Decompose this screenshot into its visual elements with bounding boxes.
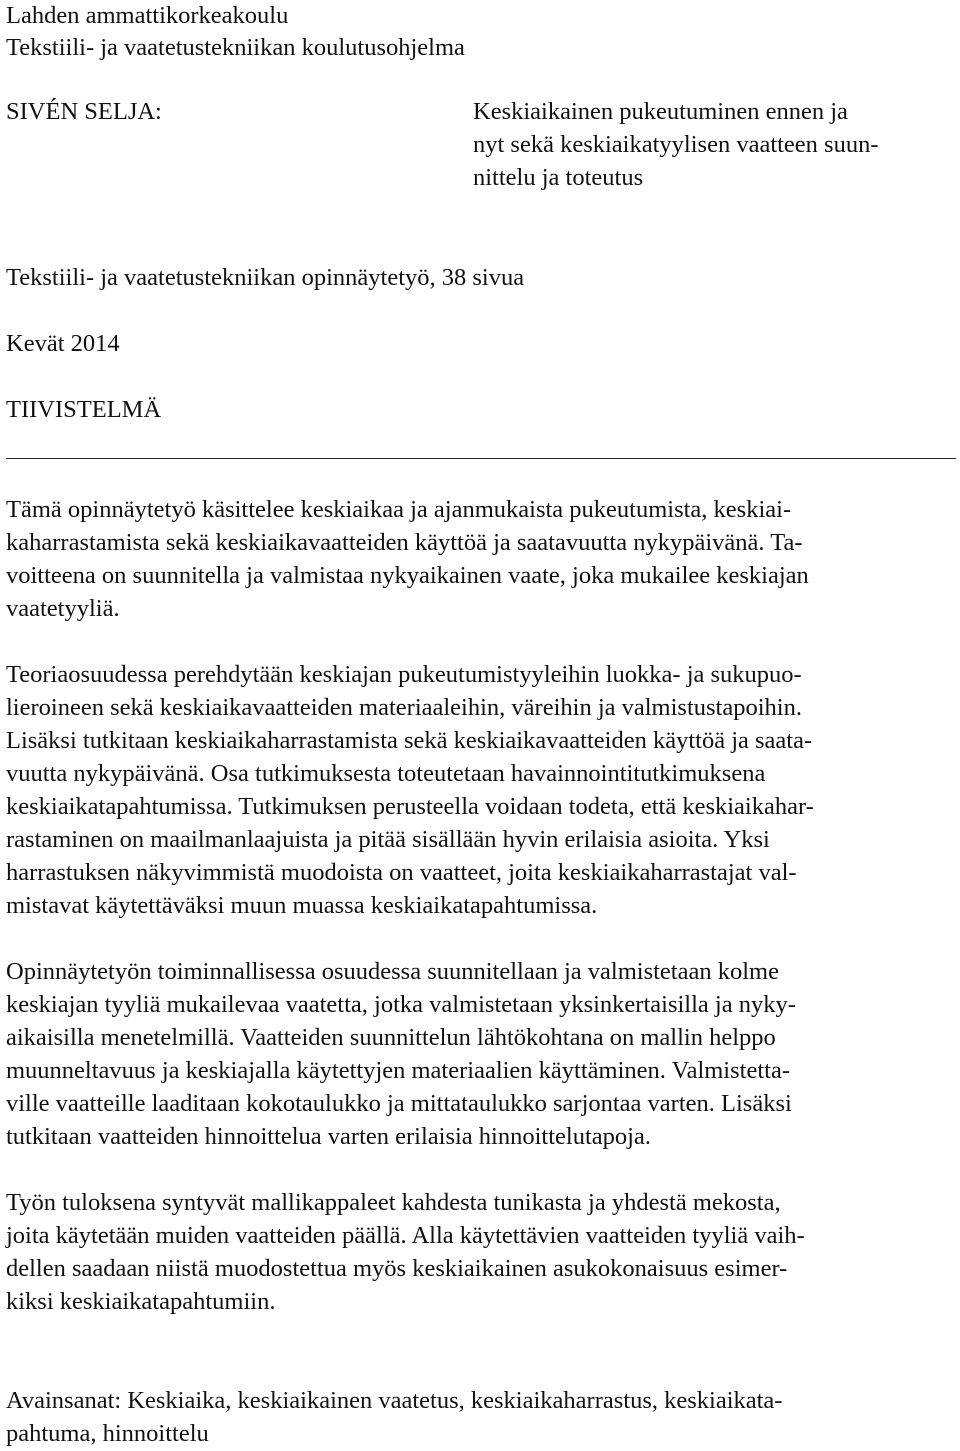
text-line: vuutta nykypäivänä. Osa tutkimuksesta toteutetaan havainnointitutkimuksena	[6, 760, 766, 787]
keywords	[6, 1384, 956, 1450]
text-line: muunneltavuus ja keskiajalla käytettyjen materiaalien käyttäminen. Valmistetta-	[6, 1057, 790, 1084]
text-line: Teoriaosuudessa perehdytään keskiajan pukeutumistyyleihin luokka- ja sukupuo-	[6, 661, 802, 688]
institution-name: Lahden ammattikorkeakoulu	[6, 2, 289, 29]
text-line: rastaminen on maailmanlaajuista ja pitää sisällään hyvin erilaisia asioita. Yksi	[6, 826, 770, 853]
text-line: pahtuma, hinnoittelu	[6, 1420, 209, 1447]
abstract-paragraph	[6, 955, 956, 1153]
text-line: Tämä opinnäytetyö käsittelee keskiaikaa ja ajanmukaista pukeutumista, keskiai-	[6, 496, 792, 523]
text-line: kaharrastamista sekä keskiaikavaatteiden käyttöä ja saatavuutta nykypäivänä. Ta-	[6, 529, 803, 556]
divider	[6, 458, 956, 459]
text-line: lieroineen sekä keskiaikavaatteiden materiaaleihin, väreihin ja valmistustapoihin.	[6, 694, 802, 721]
text-line: ville vaatteille laaditaan kokotaulukko ja mittataulukko sarjontaa varten. Lisäksi	[6, 1090, 792, 1117]
term: Kevät 2014	[6, 330, 120, 357]
text-line: joita käytetään muiden vaatteiden päällä. Alla käytettävien vaatteiden tyyliä vaih-	[6, 1222, 805, 1249]
text-line: Avainsanat: Keskiaika, keskiaikainen vaatetus, keskiaikaharrastus, keskiaikata-	[6, 1387, 783, 1414]
text-line: Opinnäytetyön toiminnallisessa osuudessa suunnitellaan ja valmistetaan kolme	[6, 958, 779, 985]
thesis-title-line: nittelu ja toteutus	[473, 164, 644, 191]
section-title: TIIVISTELMÄ	[6, 396, 162, 423]
text-line: voitteena on suunnitella ja valmistaa nykyaikainen vaate, joka mukailee keskiajan	[6, 562, 809, 589]
program-name: Tekstiili- ja vaatetustekniikan koulutusohjelma	[6, 34, 465, 61]
text-line: mistavat käytettäväksi muun muassa keskiaikatapahtumissa.	[6, 892, 598, 919]
text-line: keskiajan tyyliä mukailevaa vaatetta, jotka valmistetaan yksinkertaisilla ja nyky-	[6, 991, 796, 1018]
abstract-paragraph	[6, 493, 956, 625]
text-line: Työn tuloksena syntyvät mallikappaleet kahdesta tunikasta ja yhdestä mekosta,	[6, 1189, 781, 1216]
thesis-info: Tekstiili- ja vaatetustekniikan opinnäytetyö, 38 sivua	[6, 264, 525, 291]
text-line: kiksi keskiaikatapahtumiin.	[6, 1288, 276, 1315]
text-line: tutkitaan vaatteiden hinnoittelua varten erilaisia hinnoittelutapoja.	[6, 1123, 651, 1150]
text-line: dellen saadaan niistä muodostettua myös keskiaikainen asukokonaisuus esimer-	[6, 1255, 788, 1282]
text-line: aikaisilla menetelmillä. Vaatteiden suunnittelun lähtökohtana on mallin helppo	[6, 1024, 776, 1051]
abstract-paragraph	[6, 1186, 956, 1318]
text-line: Lisäksi tutkitaan keskiaikaharrastamista sekä keskiaikavaatteiden käyttöä ja saata-	[6, 727, 813, 754]
thesis-title-line: nyt sekä keskiaikatyylisen vaatteen suun-	[473, 131, 879, 158]
thesis-title-line: Keskiaikainen pukeutuminen ennen ja	[473, 98, 848, 125]
abstract-paragraph	[6, 658, 956, 922]
text-line: vaatetyyliä.	[6, 595, 120, 622]
author-name: SIVÉN SELJA:	[6, 98, 162, 125]
text-line: keskiaikatapahtumissa. Tutkimuksen perusteella voidaan todeta, että keskiaikahar-	[6, 793, 814, 820]
text-line: harrastuksen näkyvimmistä muodoista on vaatteet, joita keskiaikaharrastajat val-	[6, 859, 797, 886]
